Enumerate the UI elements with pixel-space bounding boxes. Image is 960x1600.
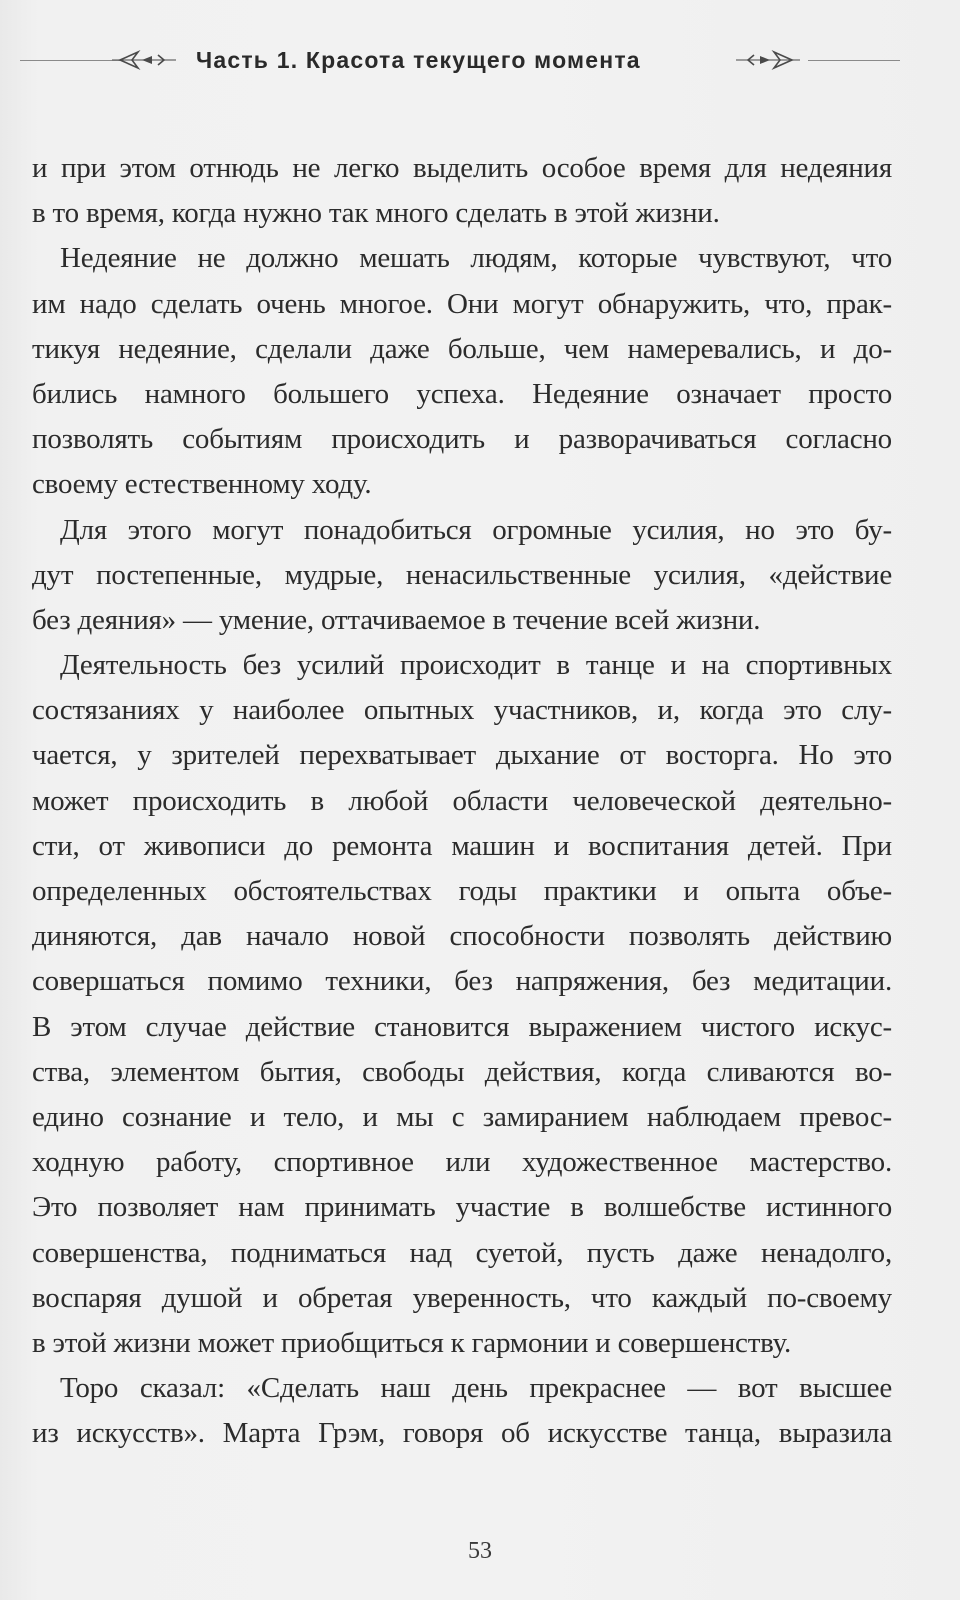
text-line: совершаться помимо техники, без напряжения, без медитации. xyxy=(32,965,892,998)
text-line: ства, элементом бытия, свободы действия, когда сливаются во- xyxy=(32,1055,892,1088)
header-rule-right xyxy=(808,60,900,61)
text-line: и при этом отнюдь не легко выделить особое время для недеяния xyxy=(32,152,892,184)
text-line: из искусств». Марта Грэм, говоря об искусстве танца, выразила xyxy=(32,1417,892,1450)
text-line: чается, у зрителей перехватывает дыхание от восторга. Но это xyxy=(32,739,892,772)
arrow-ornament-left-icon xyxy=(112,48,176,72)
text-line: сти, от живописи до ремонта машин и воспитания детей. При xyxy=(32,829,892,862)
text-line: без деяния» — умение, оттачиваемое в течение всей жизни. xyxy=(32,603,761,636)
running-head: Часть 1. Красота текущего момента xyxy=(196,47,641,73)
text-line: Для этого могут понадобиться огромные усилия, но это бу- xyxy=(60,513,892,546)
text-line: ходную работу, спортивное или художественное мастерство. xyxy=(32,1146,892,1179)
text-line: своему естественному ходу. xyxy=(32,468,372,501)
text-line: В этом случае действие становится выражением чистого искус- xyxy=(32,1010,892,1043)
text-line: в этой жизни может приобщиться к гармонии и совершенству. xyxy=(32,1326,792,1359)
body-text xyxy=(32,146,892,1456)
text-line: дут постепенные, мудрые, ненасильственные усилия, «действие xyxy=(32,558,892,591)
text-line: Деятельность без усилий происходит в танце и на спортивных xyxy=(60,649,892,682)
page-number: 53 xyxy=(468,1538,492,1564)
text-line: воспаряя душой и обретая уверенность, что каждый по-своему xyxy=(32,1281,892,1314)
text-line: определенных обстоятельствах годы практики и опыта объе- xyxy=(32,875,892,907)
text-line: диняются, дав начало новой способности позволять действию xyxy=(32,920,892,953)
text-line: тикуя недеяние, сделали даже больше, чем намеревались, и до- xyxy=(32,332,892,365)
text-line: Недеяние не должно мешать людям, которые чувствуют, что xyxy=(60,242,892,275)
text-line: в то время, когда нужно так много сделать в этой жизни. xyxy=(32,197,720,230)
header-rule-left xyxy=(20,60,120,61)
text-line: им надо сделать очень многое. Они могут обнаружить, что, прак- xyxy=(32,287,892,320)
text-line: может происходить в любой области человеческой деятельно- xyxy=(32,784,892,817)
text-line: бились намного большего успеха. Недеяние означает просто xyxy=(32,377,892,410)
text-line: Торо сказал: «Сделать наш день прекраснее — вот высшее xyxy=(60,1372,892,1405)
text-line: едино сознание и тело, и мы с замиранием наблюдаем превос- xyxy=(32,1100,892,1133)
page-header xyxy=(20,36,900,84)
text-line: совершенства, подниматься над суетой, пусть даже ненадолго, xyxy=(32,1236,892,1269)
text-line: позволять событиям происходить и разворачиваться согласно xyxy=(32,423,892,456)
arrow-ornament-right-icon xyxy=(736,48,800,72)
text-line: Это позволяет нам принимать участие в волшебстве истинного xyxy=(32,1191,892,1224)
text-line: состязаниях у наиболее опытных участников, и, когда это слу- xyxy=(32,694,892,727)
